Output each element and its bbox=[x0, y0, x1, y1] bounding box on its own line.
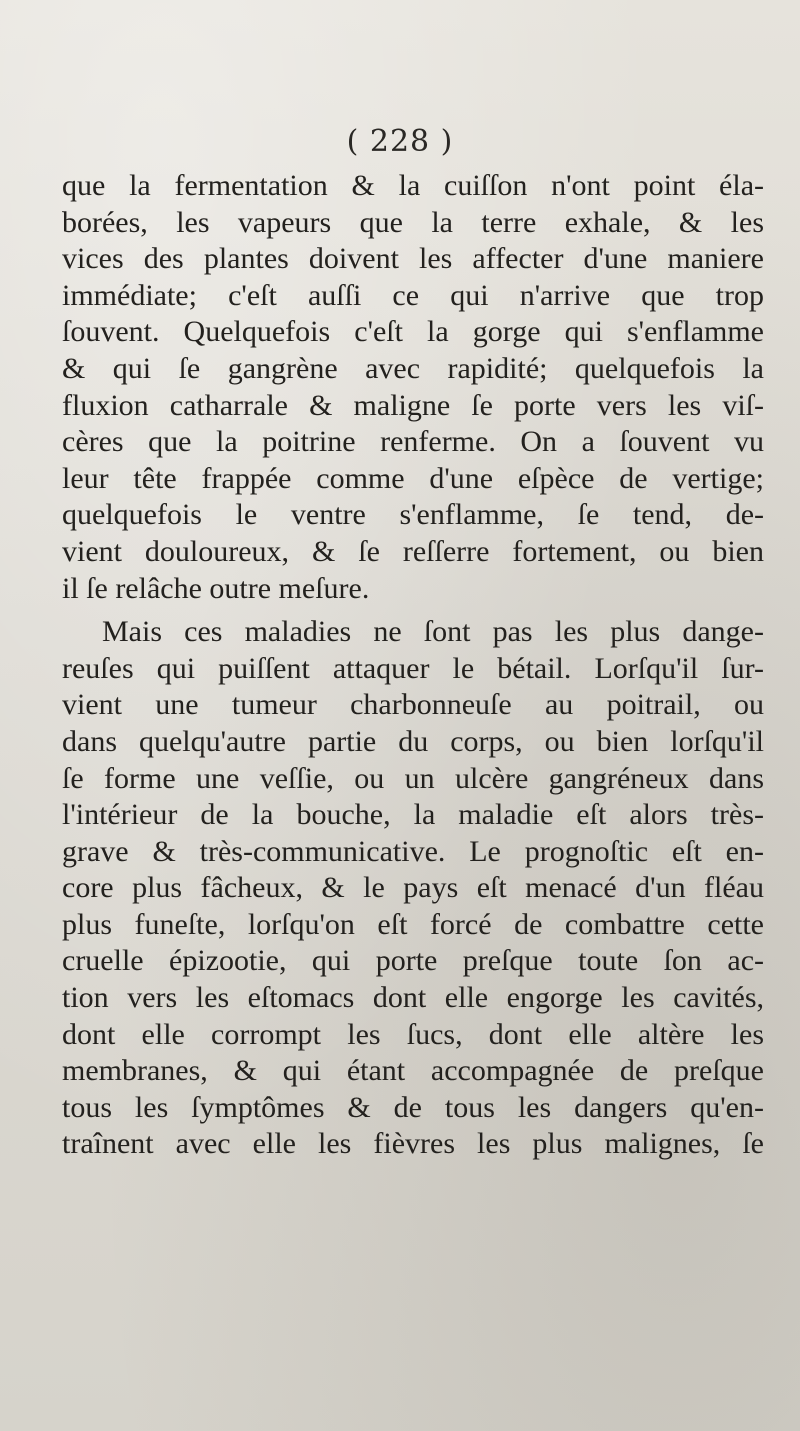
text-line: traînent avec elle les fièvres les plus malignes, ſe bbox=[62, 1127, 764, 1161]
text-line: & qui ſe gangrène avec rapidité; quelquefois la bbox=[62, 351, 764, 385]
text-line: borées, les vapeurs que la terre exhale, & les bbox=[62, 205, 764, 239]
text-line: vient douloureux, & ſe reſſerre fortement, ou bien bbox=[62, 534, 764, 568]
text-line: l'intérieur de la bouche, la maladie eſt alors très- bbox=[62, 798, 764, 832]
text-line: reuſes qui puiſſent attaquer le bétail. Lorſqu'il ſur- bbox=[62, 651, 764, 685]
text-line: tous les ſymptômes & de tous les dangers qu'en- bbox=[62, 1090, 764, 1124]
text-line: vices des plantes doivent les affecter d'une maniere bbox=[62, 242, 764, 276]
text-line: quelquefois le ventre s'enflamme, ſe tend, de- bbox=[62, 498, 764, 532]
text-line: membranes, & qui étant accompagnée de preſque bbox=[62, 1054, 764, 1088]
text-line: Mais ces maladies ne ſont pas les plus dange- bbox=[102, 615, 764, 649]
text-line: ſouvent. Quelquefois c'eſt la gorge qui s'enflamme bbox=[62, 315, 764, 349]
text-line: leur tête frappée comme d'une eſpèce de vertige; bbox=[62, 461, 764, 495]
text-line: que la fermentation & la cuiſſon n'ont point éla- bbox=[62, 169, 764, 202]
text-line: immédiate; c'eſt auſſi ce qui n'arrive que trop bbox=[62, 278, 764, 312]
paragraph-1 bbox=[62, 168, 764, 607]
text-line: dans quelqu'autre partie du corps, ou bien lorſqu'il bbox=[62, 724, 764, 758]
text-line: cères que la poitrine renferme. On a ſouvent vu bbox=[62, 425, 764, 459]
text-line: core plus fâcheux, & le pays eſt menacé d'un fléau bbox=[62, 871, 764, 905]
text-line: fluxion catharrale & maligne ſe porte vers les viſ- bbox=[62, 388, 764, 422]
text-line: grave & très-communicative. Le prognoſtic eſt en- bbox=[62, 834, 764, 868]
text-line: cruelle épizootie, qui porte preſque toute ſon ac- bbox=[62, 944, 764, 978]
paragraph-gap bbox=[62, 607, 764, 614]
text-line: ſe forme une veſſie, ou un ulcère gangréneux dans bbox=[62, 761, 764, 795]
text-line: plus funeſte, lorſqu'on eſt forcé de combattre cette bbox=[62, 907, 764, 941]
text-line: dont elle corrompt les ſucs, dont elle altère les bbox=[62, 1017, 764, 1051]
body-text bbox=[62, 168, 764, 1163]
text-line: vient une tumeur charbonneuſe au poitrail, ou bbox=[62, 688, 764, 722]
page-number: ( 228 ) bbox=[346, 124, 454, 159]
text-line: tion vers les eſtomacs dont elle engorge les cavités, bbox=[62, 981, 764, 1015]
paragraph-2 bbox=[62, 614, 764, 1163]
text-line: il ſe relâche outre meſure. bbox=[62, 571, 370, 605]
